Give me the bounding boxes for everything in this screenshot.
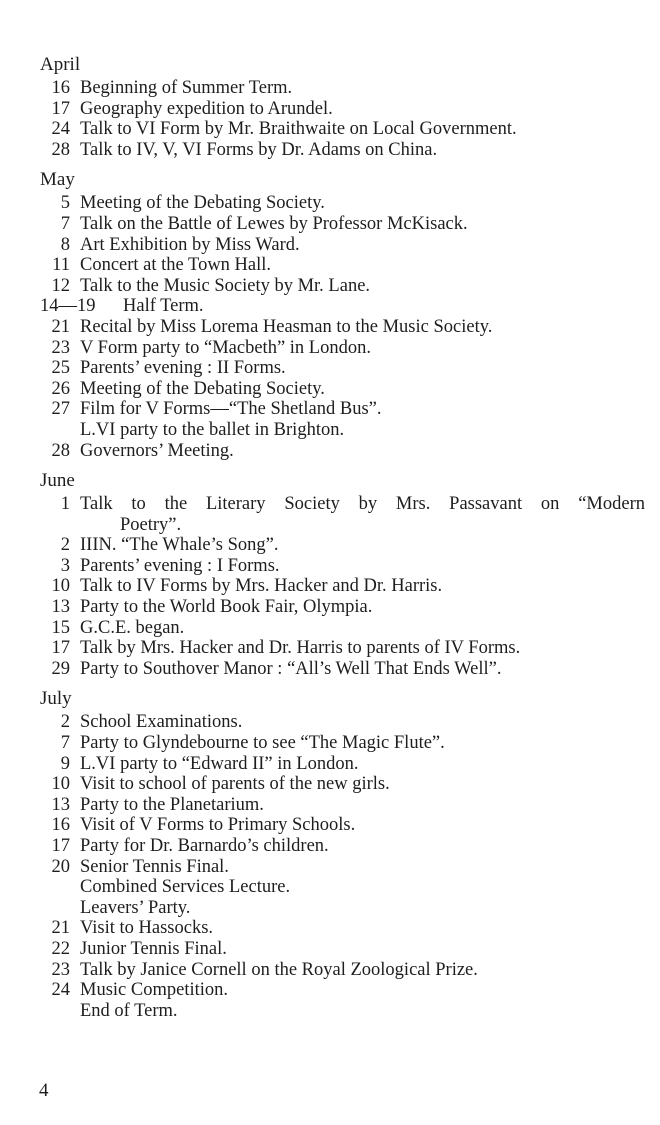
entry-text: Party to the Planetarium. [80,794,264,815]
entry-day: 17 [51,638,70,659]
month-section-april [40,54,650,160]
calendar-entry [40,836,650,857]
month-heading: April [40,54,81,75]
entry-day: 10 [51,576,70,597]
entry-day: 1 [60,494,70,515]
month-section-june [40,470,650,679]
calendar-entry [40,99,650,120]
calendar-entry [40,358,650,379]
calendar-entry [40,877,650,898]
entry-day: 9 [60,753,70,774]
entry-text: End of Term. [80,1000,178,1021]
entry-day: 16 [51,78,70,98]
entry-day: 14—19 [40,296,96,317]
entry-text: G.C.E. began. [80,617,185,638]
calendar-entry [40,235,650,256]
calendar-entry [40,494,650,515]
month-heading: July [40,688,72,710]
entry-text: Party to Glyndebourne to see “The Magic Flute”. [80,733,445,754]
entry-day [40,898,70,919]
month-heading: May [40,169,75,191]
calendar-entry [40,712,650,733]
entry-day: 2 [60,712,70,733]
entry-text: Visit to Hassocks. [80,918,214,939]
entry-day: 21 [51,918,70,939]
entry-text: Beginning of Summer Term. [80,78,293,98]
entry-day: 5 [60,193,70,214]
calendar-entry [40,420,650,441]
calendar-entry [40,754,650,775]
entry-text: Combined Services Lecture. [80,877,291,898]
entry-day: 27 [51,399,70,420]
entry-day: 3 [60,555,70,576]
entry-day [40,420,70,441]
entry-day: 11 [52,255,70,276]
calendar-entry [40,296,650,317]
entry-continuation: Poetry”. [120,514,182,535]
calendar-entry [40,597,650,618]
entry-text: School Examinations. [80,712,243,733]
entry-text: Parents’ evening : I Forms. [80,555,280,576]
entry-text: Film for V Forms—“The Shetland Bus”. [80,399,382,420]
calendar-entry [40,379,650,400]
calendar-entry [40,659,650,680]
entry-text: Leavers’ Party. [80,897,191,918]
calendar-entry [40,78,650,99]
entry-text: Talk to the Literary Society by Mrs. Passavant on “Modern [80,494,645,515]
entry-text: Junior Tennis Final. [80,938,227,959]
page-number: 4 [39,1080,49,1101]
entry-day: 28 [51,139,70,160]
entry-text: Meeting of the Debating Society. [80,378,325,399]
calendar-entry [40,441,650,462]
calendar-entry [40,214,650,235]
entry-text: Talk by Janice Cornell on the Royal Zoological Prize. [80,959,478,980]
entry-text: Concert at the Town Hall. [80,255,272,276]
calendar-entry [40,119,650,140]
calendar-entry [40,255,650,276]
entry-text: Senior Tennis Final. [80,856,229,877]
calendar-entry [40,535,650,556]
entry-day: 28 [51,440,70,461]
entry-text: Party to Southover Manor : “All’s Well That Ends Well”. [80,658,502,679]
entry-day: 17 [51,836,70,856]
entry-day: 15 [51,617,70,638]
entry-day: 24 [51,119,70,140]
calendar-entry [40,576,650,597]
entry-text: Talk on the Battle of Lewes by Professor McKisack. [80,213,468,234]
calendar-entry [40,193,650,214]
calendar-entry [40,338,650,359]
calendar-entry [40,960,650,981]
entry-text: Meeting of the Debating Society. [80,193,325,214]
entry-day: 17 [51,98,70,119]
entry-text: Party for Dr. Barnardo’s children. [80,836,329,856]
entry-text: Half Term. [123,296,204,317]
entry-day: 13 [51,597,70,618]
calendar-page [40,54,650,1030]
entry-text: Geography expedition to Arundel. [80,98,333,119]
entry-text: Parents’ evening : II Forms. [80,358,286,379]
entry-text: Talk to VI Form by Mr. Braithwaite on Local Government. [80,119,517,140]
entry-day: 26 [51,378,70,399]
calendar-entry [40,795,650,816]
calendar-entry [40,618,650,639]
entry-day: 16 [51,815,70,836]
entry-day: 20 [51,856,70,877]
entry-day [40,877,70,898]
entry-text: Talk to IV, V, VI Forms by Dr. Adams on China. [80,139,438,160]
entry-text: Talk by Mrs. Hacker and Dr. Harris to parents of IV Forms. [80,638,521,659]
entry-day: 22 [51,938,70,959]
calendar-entry [40,399,650,420]
entry-day: 10 [51,774,70,795]
entry-text: L.VI party to the ballet in Brighton. [80,419,345,440]
calendar-entry [40,276,650,297]
entry-text: L.VI party to “Edward II” in London. [80,753,359,774]
calendar-entry [40,317,650,338]
calendar-entry [40,733,650,754]
entry-day: 23 [51,959,70,980]
entry-day: 23 [51,337,70,358]
calendar-entry [40,1001,650,1022]
entry-text: Visit of V Forms to Primary Schools. [80,815,356,836]
month-section-may [40,169,650,461]
entry-text: Recital by Miss Lorema Heasman to the Music Society. [80,316,493,337]
entry-day: 2 [60,535,70,556]
calendar-entry [40,815,650,836]
entry-day: 12 [51,275,70,296]
calendar-entry [40,774,650,795]
entry-day: 25 [51,358,70,379]
entry-day: 7 [60,213,70,234]
entry-text: Art Exhibition by Miss Ward. [80,234,300,255]
calendar-entry [40,980,650,1001]
month-heading: June [40,470,75,492]
entry-day: 21 [51,316,70,337]
calendar-entry [40,898,650,919]
entry-day: 7 [60,733,70,754]
entry-text: V Form party to “Macbeth” in London. [80,337,371,358]
entry-day: 13 [51,794,70,815]
calendar-entry [40,939,650,960]
entry-day [40,1001,70,1022]
entry-text: Talk to the Music Society by Mr. Lane. [80,275,371,296]
entry-text: Music Competition. [80,980,228,1001]
calendar-entry [40,918,650,939]
entry-text: Governors’ Meeting. [80,440,234,461]
entry-day: 29 [51,658,70,679]
calendar-entry [40,556,650,577]
month-section-july [40,688,650,1021]
calendar-entry [40,638,650,659]
calendar-entry [40,140,650,161]
calendar-entry [40,857,650,878]
entry-day: 8 [60,234,70,255]
entry-day: 24 [51,980,70,1001]
entry-text: Talk to IV Forms by Mrs. Hacker and Dr. Harris. [80,576,443,597]
entry-text: Visit to school of parents of the new girls. [80,774,390,795]
entry-text: IIIN. “The Whale’s Song”. [80,535,279,556]
entry-text: Party to the World Book Fair, Olympia. [80,597,373,618]
